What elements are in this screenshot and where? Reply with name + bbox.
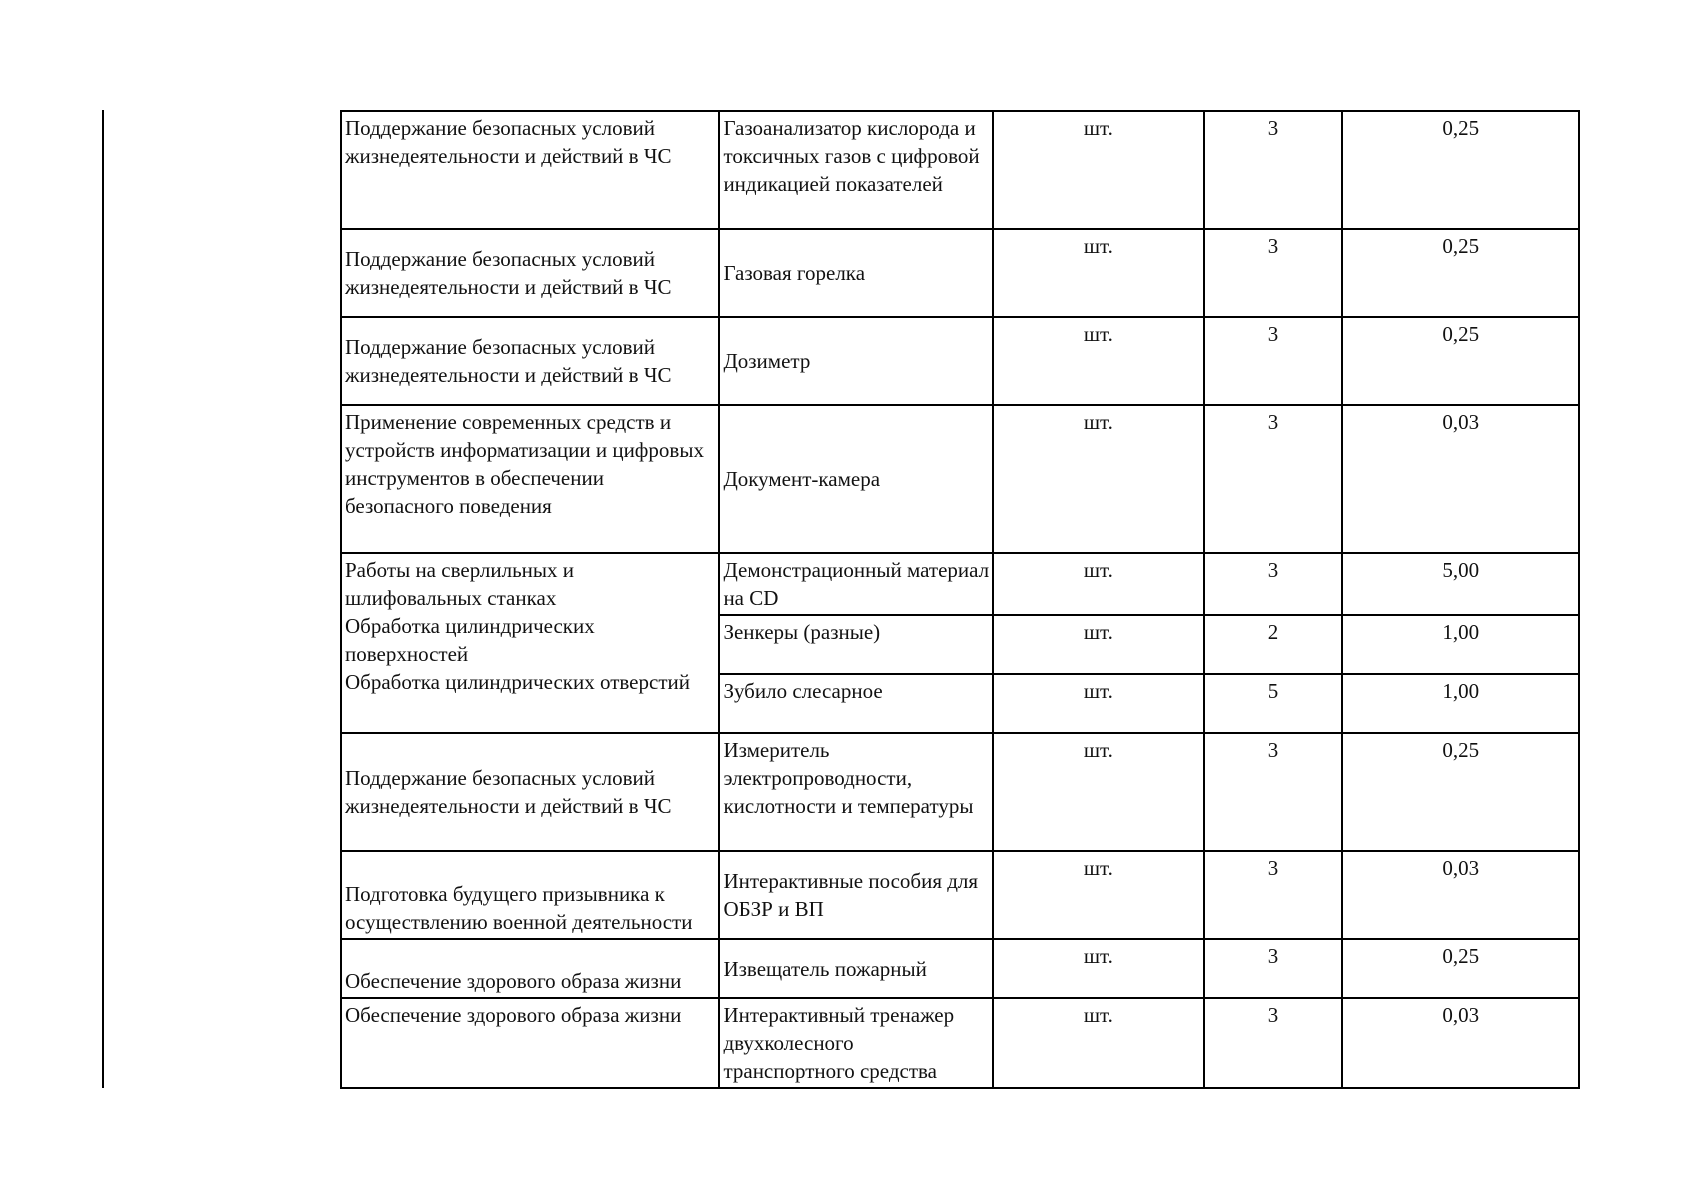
unit-cell: шт. [993, 733, 1203, 851]
table-row [341, 229, 1579, 317]
activity-line: Обработка цилиндрических отверстий [345, 670, 690, 694]
unit-cell: шт. [993, 111, 1203, 229]
item-cell: Измеритель электропроводности, кислотности и температуры [719, 733, 993, 851]
left-margin-line [102, 110, 104, 1088]
ratio-cell: 0,25 [1342, 733, 1579, 851]
ratio-cell: 0,03 [1342, 405, 1579, 553]
item-cell: Интерактивные пособия для ОБЗР и ВП [719, 851, 993, 939]
activity-cell: Поддержание безопасных условий жизнедеятельности и действий в ЧС [341, 317, 719, 405]
ratio-cell: 5,00 [1342, 553, 1579, 615]
qty-cell: 3 [1204, 939, 1343, 998]
activity-cell: Поддержание безопасных условий жизнедеятельности и действий в ЧС [341, 229, 719, 317]
item-cell: Интерактивный тренажер двухколесного транспортного средства [719, 998, 993, 1088]
qty-cell: 5 [1204, 674, 1343, 733]
activity-cell: Обеспечение здорового образа жизни [341, 998, 719, 1088]
table-row [341, 553, 1579, 615]
table-row [341, 733, 1579, 851]
qty-cell: 3 [1204, 851, 1343, 939]
ratio-cell: 1,00 [1342, 615, 1579, 674]
qty-cell: 3 [1204, 317, 1343, 405]
activity-line: Обработка цилиндрических поверхностей [345, 614, 595, 666]
ratio-cell: 0,25 [1342, 939, 1579, 998]
qty-cell: 3 [1204, 998, 1343, 1088]
equipment-table [340, 110, 1580, 1089]
unit-cell: шт. [993, 405, 1203, 553]
ratio-cell: 0,25 [1342, 317, 1579, 405]
item-cell: Газовая горелка [719, 229, 993, 317]
unit-cell: шт. [993, 317, 1203, 405]
item-cell: Демонстрационный материал на CD [719, 553, 993, 615]
unit-cell: шт. [993, 851, 1203, 939]
ratio-cell: 1,00 [1342, 674, 1579, 733]
unit-cell: шт. [993, 553, 1203, 615]
unit-cell: шт. [993, 674, 1203, 733]
qty-cell: 3 [1204, 229, 1343, 317]
item-cell: Зенкеры (разные) [719, 615, 993, 674]
unit-cell: шт. [993, 998, 1203, 1088]
activity-cell: Поддержание безопасных условий жизнедеятельности и действий в ЧС [341, 111, 719, 229]
activity-cell: Обеспечение здорового образа жизни [341, 939, 719, 998]
item-cell: Извещатель пожарный [719, 939, 993, 998]
item-cell: Документ-камера [719, 405, 993, 553]
item-cell: Зубило слесарное [719, 674, 993, 733]
unit-cell: шт. [993, 939, 1203, 998]
activity-line: Работы на сверлильных и шлифовальных станках [345, 558, 575, 610]
ratio-cell: 0,25 [1342, 111, 1579, 229]
unit-cell: шт. [993, 229, 1203, 317]
ratio-cell: 0,03 [1342, 851, 1579, 939]
activity-cell-merged [341, 553, 719, 733]
qty-cell: 2 [1204, 615, 1343, 674]
table-row [341, 998, 1579, 1088]
activity-cell: Применение современных средств и устройств информатизации и цифровых инструментов в обеспечении безопасного поведения [341, 405, 719, 553]
table-row [341, 851, 1579, 939]
ratio-cell: 0,03 [1342, 998, 1579, 1088]
table-row [341, 111, 1579, 229]
qty-cell: 3 [1204, 733, 1343, 851]
table-row [341, 317, 1579, 405]
ratio-cell: 0,25 [1342, 229, 1579, 317]
item-cell: Газоанализатор кислорода и токсичных газов с цифровой индикацией показателей [719, 111, 993, 229]
table-row [341, 939, 1579, 998]
table-row [341, 405, 1579, 553]
qty-cell: 3 [1204, 553, 1343, 615]
activity-cell: Подготовка будущего призывника к осуществлению военной деятельности [341, 851, 719, 939]
activity-cell: Поддержание безопасных условий жизнедеятельности и действий в ЧС [341, 733, 719, 851]
qty-cell: 3 [1204, 111, 1343, 229]
unit-cell: шт. [993, 615, 1203, 674]
qty-cell: 3 [1204, 405, 1343, 553]
item-cell: Дозиметр [719, 317, 993, 405]
